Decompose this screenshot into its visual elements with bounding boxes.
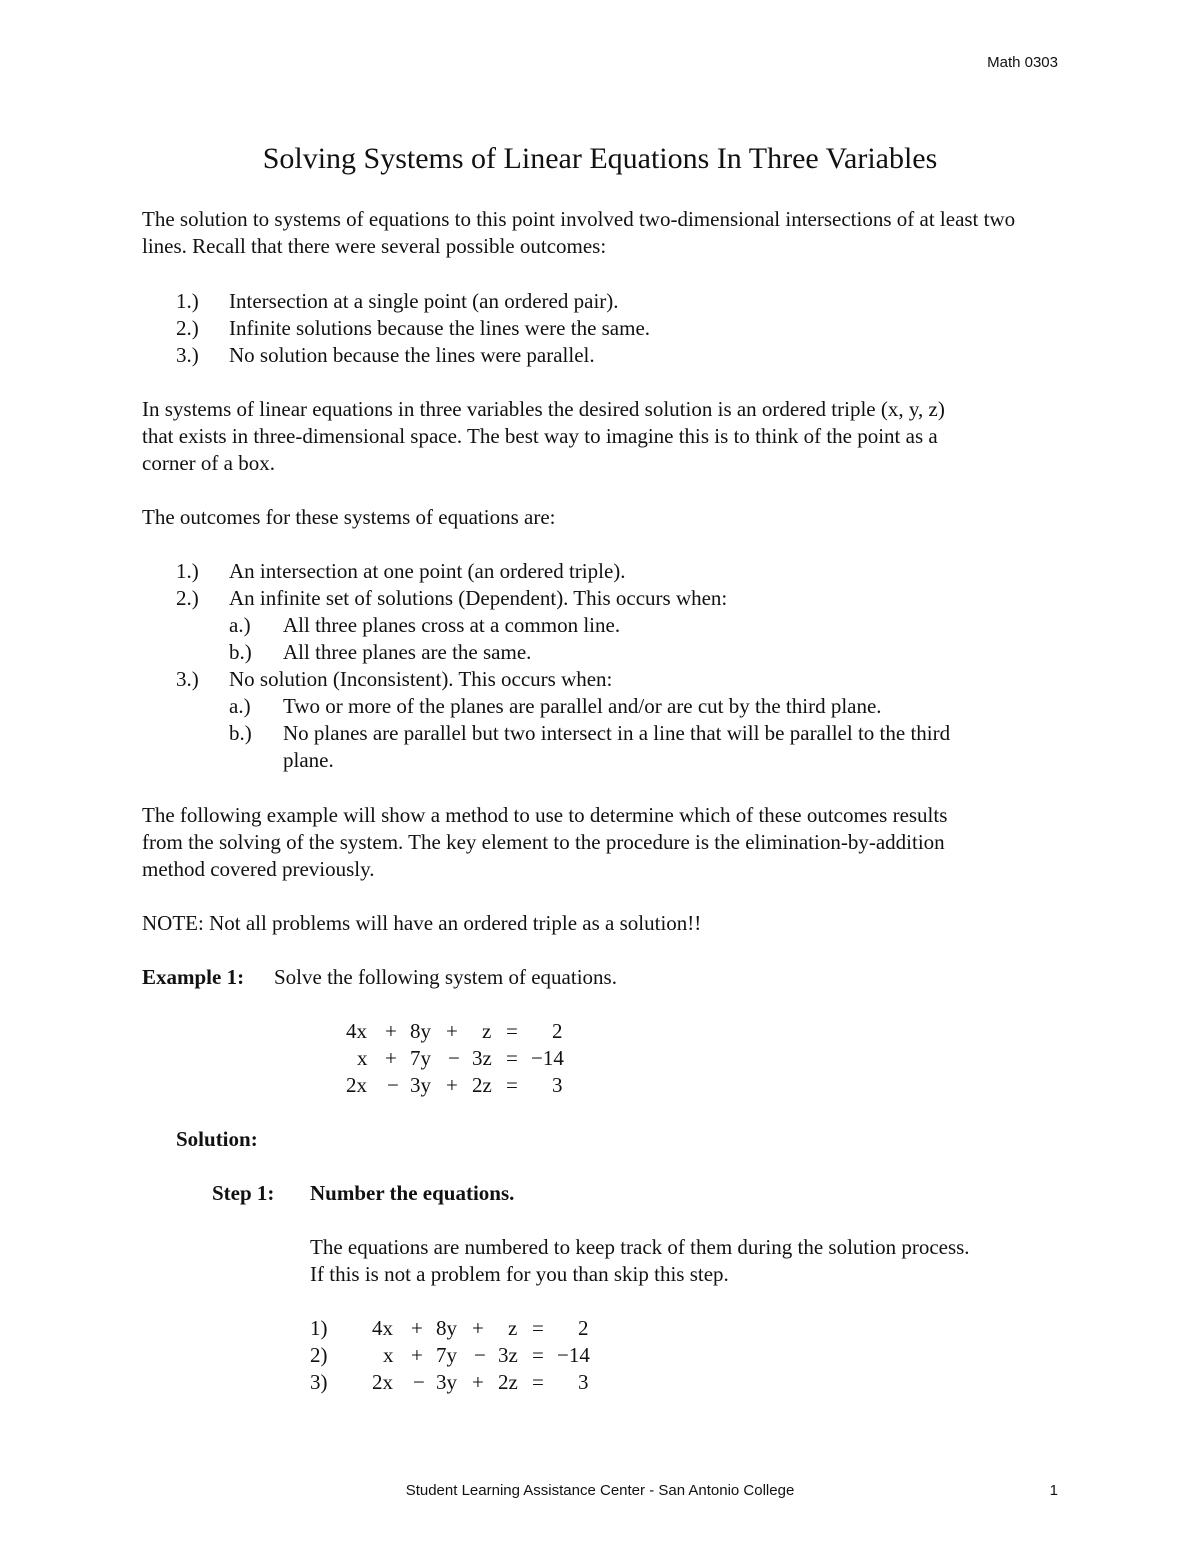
term-x: x [383,1343,394,1367]
step-label: Step 1: [212,1181,275,1205]
term-x: 2x [372,1370,393,1394]
equals: = [506,1073,518,1097]
operator: + [385,1046,397,1070]
equals: = [532,1370,544,1394]
sublist-letter: b.) [229,640,252,664]
operator: + [411,1343,423,1367]
term-x: x [357,1046,368,1070]
operator: − [387,1073,399,1097]
equals: = [506,1046,518,1070]
rhs: −14 [531,1046,564,1070]
page-title: Solving Systems of Linear Equations In Three Variables [262,142,938,175]
operator: + [446,1019,458,1043]
term-y: 7y [410,1046,431,1070]
list-item: No solution because the lines were parallel. [229,343,595,367]
rhs: 2 [552,1019,563,1043]
term-y: 8y [436,1316,457,1340]
term-y: 8y [410,1019,431,1043]
operator: + [472,1316,484,1340]
sublist-letter: a.) [229,613,251,637]
term-z: 2z [498,1370,518,1394]
equation-number: 2) [310,1343,328,1367]
equals: = [532,1343,544,1367]
term-z: 3z [472,1046,492,1070]
footer-text: Student Learning Assistance Center - San Antonio College [405,1482,795,1499]
step-title: Number the equations. [310,1181,515,1205]
paragraph-line: that exists in three-dimensional space. The best way to imagine this is to think of the point as a [142,424,938,448]
list-number: 1.) [176,289,199,313]
term-x: 4x [372,1316,393,1340]
operator: − [474,1343,486,1367]
sublist-item: All three planes cross at a common line. [283,613,621,637]
paragraph-line: method covered previously. [142,857,375,881]
term-z: z [482,1019,492,1043]
rhs: −14 [557,1343,590,1367]
rhs: 3 [578,1370,589,1394]
list-number: 2.) [176,316,199,340]
note: NOTE: Not all problems will have an ordered triple as a solution!! [142,911,702,935]
intro-paragraph: The solution to systems of equations to this point involved two-dimensional intersections of at least two lines. Recall that there were several possible outcomes: [142,207,1016,258]
list-item: Infinite solutions because the lines were the same. [229,316,651,340]
term-x: 2x [346,1073,367,1097]
equals: = [532,1316,544,1340]
operator: + [411,1316,423,1340]
term-y: 3y [410,1073,431,1097]
sublist-item: Two or more of the planes are parallel and/or are cut by the third plane. [283,694,882,718]
list-number: 3.) [176,667,199,691]
step-text-line: The equations are numbered to keep track of them during the solution process. [310,1235,970,1259]
term-y: 7y [436,1343,457,1367]
rhs: 3 [552,1073,563,1097]
paragraph-line: The following example will show a method to use to determine which of these outcomes results [142,803,948,827]
term-y: 3y [436,1370,457,1394]
outcomes-heading: The outcomes for these systems of equations are: [142,505,556,529]
sublist-item: No planes are parallel but two intersect in a line that will be parallel to the third [283,721,951,745]
paragraph-line: In systems of linear equations in three variables the desired solution is an ordered triple (x, y, z) [142,397,945,421]
example-prompt: Solve the following system of equations. [274,965,617,989]
list-item: Intersection at a single point (an ordered pair). [229,289,619,313]
example-label: Example 1: [142,965,245,989]
equation-number: 3) [310,1370,328,1394]
sublist-letter: b.) [229,721,252,745]
operator: + [385,1019,397,1043]
term-z: 2z [472,1073,492,1097]
operator: + [472,1370,484,1394]
page-number: 1 [1049,1482,1058,1499]
rhs: 2 [578,1316,589,1340]
course-label: Math 0303 [987,54,1058,71]
list-item: An infinite set of solutions (Dependent). This occurs when: [229,586,728,610]
paragraph-line: from the solving of the system. The key element to the procedure is the elimination-by-addition [142,830,945,854]
list-item: An intersection at one point (an ordered triple). [229,559,626,583]
equation-number: 1) [310,1316,328,1340]
term-z: z [508,1316,518,1340]
step-text-line: If this is not a problem for you than skip this step. [310,1262,729,1286]
list-number: 1.) [176,559,199,583]
list-item: No solution (Inconsistent). This occurs when: [229,667,613,691]
term-x: 4x [346,1019,367,1043]
sublist-item-continued: plane. [283,748,334,772]
list-number: 3.) [176,343,199,367]
paragraph-line: corner of a box. [142,451,275,475]
operator: + [446,1073,458,1097]
operator: − [448,1046,460,1070]
operator: − [413,1370,425,1394]
list-number: 2.) [176,586,199,610]
term-z: 3z [498,1343,518,1367]
sublist-letter: a.) [229,694,251,718]
solution-label: Solution: [176,1127,258,1151]
equals: = [506,1019,518,1043]
sublist-item: All three planes are the same. [283,640,532,664]
